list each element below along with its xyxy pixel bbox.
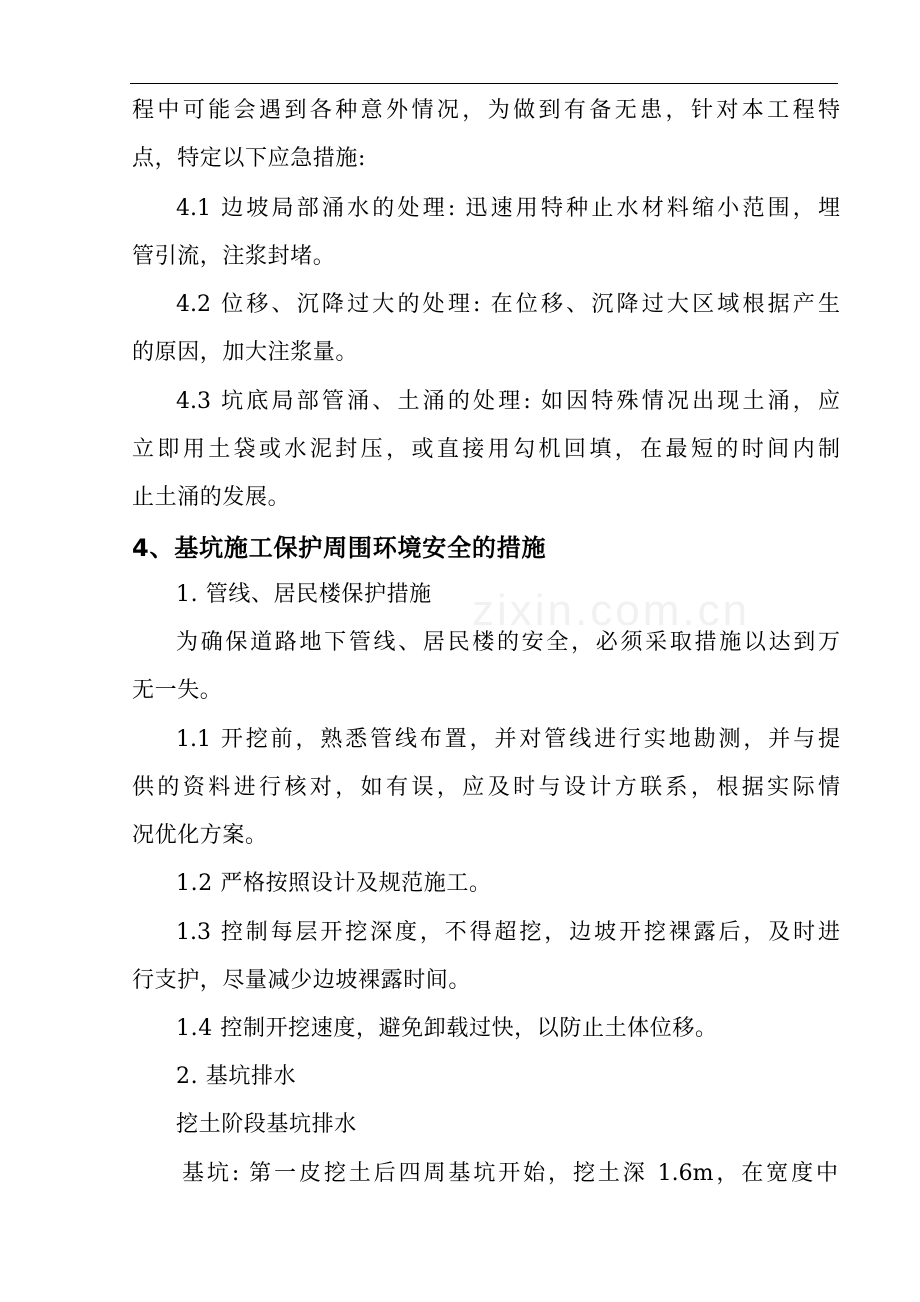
paragraph-line: 1.3 控制每层开挖深度，不得超挖，边坡开挖裸露后，及时进 (176, 920, 840, 945)
paragraph-line: 4.3 坑底局部管涌、土涌的处理: 如因特殊情况出现土涌，应 (176, 389, 840, 414)
paragraph-line: 基坑: 第一皮挖土后四周基坑开始，挖土深 1.6m，在宽度中 (182, 1161, 838, 1186)
paragraph-line: 1.4 控制开挖速度，避免卸载过快，以防止土体位移。 (176, 1016, 718, 1041)
paragraph-line: 管引流，注浆封堵。 (132, 244, 336, 269)
subsection-heading: 2. 基坑排水 (176, 1064, 297, 1089)
header-rule (130, 83, 838, 84)
paragraph-line: 4.2 位移、沉降过大的处理: 在位移、沉降过大区域根据产生 (176, 292, 840, 317)
subsection-heading: 1. 管线、居民楼保护措施 (176, 582, 432, 607)
paragraph-line: 行支护，尽量减少边坡裸露时间。 (132, 968, 472, 993)
paragraph-line: 4.1 边坡局部涌水的处理: 迅速用特种止水材料缩小范围，埋 (176, 196, 840, 221)
watermark: zixin.com.cn (472, 586, 751, 635)
section-heading: 4、基坑施工保护周围环境安全的措施 (132, 534, 547, 562)
paragraph-line: 点，特定以下应急措施: (132, 146, 367, 171)
paragraph-line: 立即用土袋或水泥封压，或直接用勾机回填，在最短的时间内制 (132, 437, 840, 462)
paragraph-line: 止土涌的发展。 (132, 485, 291, 510)
paragraph-line: 挖土阶段基坑排水 (176, 1112, 357, 1137)
paragraph-line: 况优化方案。 (132, 823, 268, 848)
paragraph-line: 的原因，加大注浆量。 (132, 340, 359, 365)
paragraph-line: 程中可能会遇到各种意外情况，为做到有备无患，针对本工程特 (132, 98, 840, 123)
paragraph-line: 无一失。 (132, 678, 223, 703)
paragraph-line: 供的资料进行核对，如有误，应及时与设计方联系，根据实际情 (132, 775, 840, 800)
paragraph-line: 为确保道路地下管线、居民楼的安全，必须采取措施以达到万 (176, 630, 840, 655)
paragraph-line: 1.2 严格按照设计及规范施工。 (176, 871, 492, 896)
paragraph-line: 1.1 开挖前，熟悉管线布置，并对管线进行实地勘测，并与提 (176, 727, 840, 752)
